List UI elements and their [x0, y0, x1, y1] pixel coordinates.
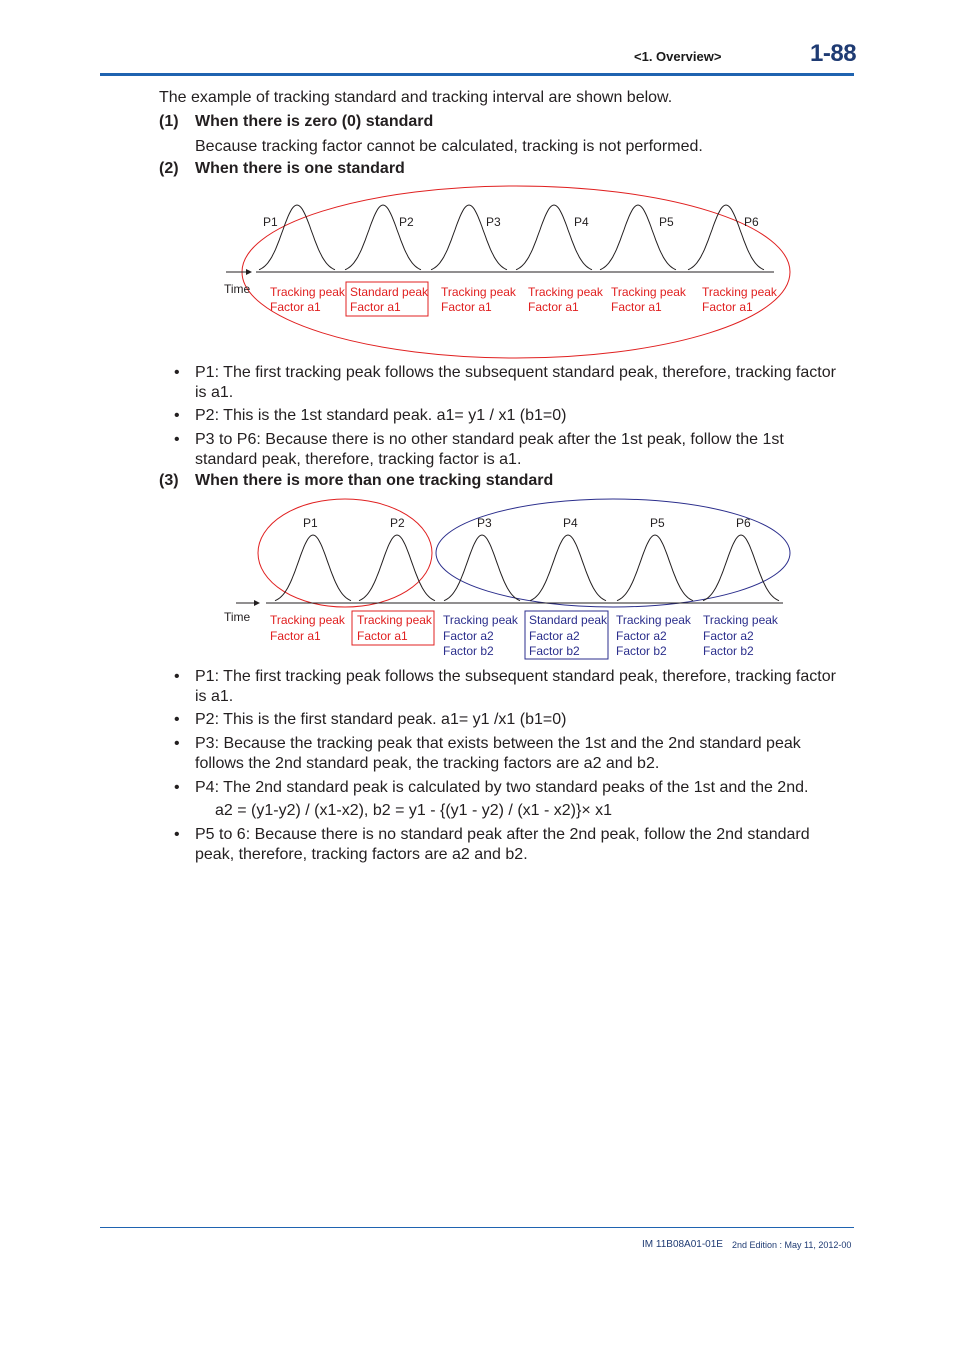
- d1-p5-line2: Factor a1: [611, 300, 662, 314]
- s3-formula: a2 = (y1-y2) / (x1-x2), b2 = y1 - {(y1 - y2) / (x1 - x2)}× x1: [215, 802, 613, 819]
- d2-p6-name: P6: [736, 516, 751, 530]
- d1-p6-name: P6: [744, 215, 759, 229]
- diagram2-peak-2: [359, 535, 435, 601]
- diagram-one-standard: [0, 180, 954, 365]
- diagram2-peak-6: [703, 535, 779, 601]
- d2-p6-line2: Factor a2: [703, 629, 754, 643]
- bullet-dot: •: [174, 779, 180, 796]
- s3-bullet-2: P2: This is the first standard peak. a1= y1 /x1 (b1=0): [195, 711, 567, 728]
- d2-p5-line3: Factor b2: [616, 644, 667, 658]
- s3-bullet-4: P4: The 2nd standard peak is calculated by two standard peaks of the 1st and the 2nd.: [195, 779, 809, 796]
- bullet-dot: •: [174, 826, 180, 843]
- diagram1-peak-curves: [259, 205, 764, 270]
- diagram2-red-ellipse: [258, 499, 432, 607]
- d2-p2-line1: Tracking peak: [357, 613, 432, 627]
- section-breadcrumb: <1. Overview>: [634, 49, 722, 64]
- d2-p3-line3: Factor b2: [443, 644, 494, 658]
- d1-p1-name: P1: [263, 215, 278, 229]
- s3-bullet-1: P1: The first tracking peak follows the subsequent standard peak, therefore, tracking factor is a1.: [195, 668, 836, 705]
- section-1-title: When there is zero (0) standard: [195, 113, 434, 130]
- bullet-dot: •: [174, 668, 180, 685]
- d2-p5-line2: Factor a2: [616, 629, 667, 643]
- d2-p6-line3: Factor b2: [703, 644, 754, 658]
- d2-p2-name: P2: [390, 516, 405, 530]
- diagram2-peak-1: [275, 535, 351, 601]
- d1-p3-line2: Factor a1: [441, 300, 492, 314]
- d1-p3-name: P3: [486, 215, 501, 229]
- s2-bullet-3: P3 to P6: Because there is no other standard peak after the 1st peak, follow the 1st standard peak, therefore, tracking factor is a1.: [195, 431, 784, 468]
- bullet-dot: •: [174, 431, 180, 448]
- header-rule: [100, 73, 854, 76]
- section-2-title: When there is one standard: [195, 160, 405, 177]
- d1-p2-name: P2: [399, 215, 414, 229]
- diagram1-arrowhead-icon: [246, 269, 252, 275]
- d1-p1-line1: Tracking peak: [270, 285, 345, 299]
- s3-bullet-5: P5 to 6: Because there is no standard peak after the 2nd peak, follow the 2nd standard peak, therefore, tracking factors are a2 and b2.: [195, 826, 810, 863]
- d2-p1-line2: Factor a1: [270, 629, 321, 643]
- s3-bullet-3: P3: Because the tracking peak that exists between the 1st and the 2nd standard peak follows the 2nd standard peak, the tracking factors are a2 and b2.: [195, 735, 801, 772]
- d1-p3-line1: Tracking peak: [441, 285, 516, 299]
- d2-p4-name: P4: [563, 516, 578, 530]
- d2-p5-name: P5: [650, 516, 665, 530]
- diagram2-peak-3: [444, 535, 520, 601]
- diagram2-arrowhead-icon: [254, 600, 260, 606]
- footer-edition: 2nd Edition : May 11, 2012-00: [732, 1240, 852, 1250]
- diagram2-peak-4: [530, 535, 606, 601]
- d1-p4-name: P4: [574, 215, 589, 229]
- d2-p6-line1: Tracking peak: [703, 613, 778, 627]
- d1-p4-line1: Tracking peak: [528, 285, 603, 299]
- diagram-multiple-standards: [0, 495, 954, 665]
- diagram2-peak-5: [617, 535, 693, 601]
- d1-p6-line2: Factor a1: [702, 300, 753, 314]
- d1-p6-line1: Tracking peak: [702, 285, 777, 299]
- footer-rule: [100, 1227, 854, 1228]
- intro-text: The example of tracking standard and tracking interval are shown below.: [159, 89, 673, 106]
- d2-p3-name: P3: [477, 516, 492, 530]
- page-number: 1-88: [810, 40, 857, 67]
- d2-p4-line2: Factor a2: [529, 629, 580, 643]
- bullet-dot: •: [174, 735, 180, 752]
- d2-p3-line2: Factor a2: [443, 629, 494, 643]
- d2-p1-name: P1: [303, 516, 318, 530]
- footer-doc-id: IM 11B08A01-01E: [642, 1239, 723, 1250]
- section-1-number: (1): [159, 113, 179, 130]
- section-3-number: (3): [159, 472, 179, 489]
- d1-p2-line2: Factor a1: [350, 300, 401, 314]
- diagram2-time-label: Time: [224, 610, 251, 624]
- d2-p4-line3: Factor b2: [529, 644, 580, 658]
- section-3-title: When there is more than one tracking standard: [195, 472, 554, 489]
- d2-p4-line1: Standard peak: [529, 613, 608, 627]
- d1-p5-name: P5: [659, 215, 674, 229]
- d2-p5-line1: Tracking peak: [616, 613, 691, 627]
- diagram2-peak-curves: [275, 535, 779, 601]
- bullet-dot: •: [174, 711, 180, 728]
- d1-p1-line2: Factor a1: [270, 300, 321, 314]
- d2-p1-line1: Tracking peak: [270, 613, 345, 627]
- d2-p2-line2: Factor a1: [357, 629, 408, 643]
- bullet-dot: •: [174, 407, 180, 424]
- d2-p3-line1: Tracking peak: [443, 613, 518, 627]
- bullet-dot: •: [174, 364, 180, 381]
- s2-bullet-1: P1: The first tracking peak follows the subsequent standard peak, therefore, tracking factor is a1.: [195, 364, 836, 401]
- d1-p4-line2: Factor a1: [528, 300, 579, 314]
- diagram1-time-label: Time: [224, 282, 251, 296]
- d1-p5-line1: Tracking peak: [611, 285, 686, 299]
- section-2-number: (2): [159, 160, 179, 177]
- d1-p2-line1: Standard peak: [350, 285, 429, 299]
- s2-bullet-2: P2: This is the 1st standard peak. a1= y1 / x1 (b1=0): [195, 407, 567, 424]
- section-1-text: Because tracking factor cannot be calculated, tracking is not performed.: [195, 138, 703, 155]
